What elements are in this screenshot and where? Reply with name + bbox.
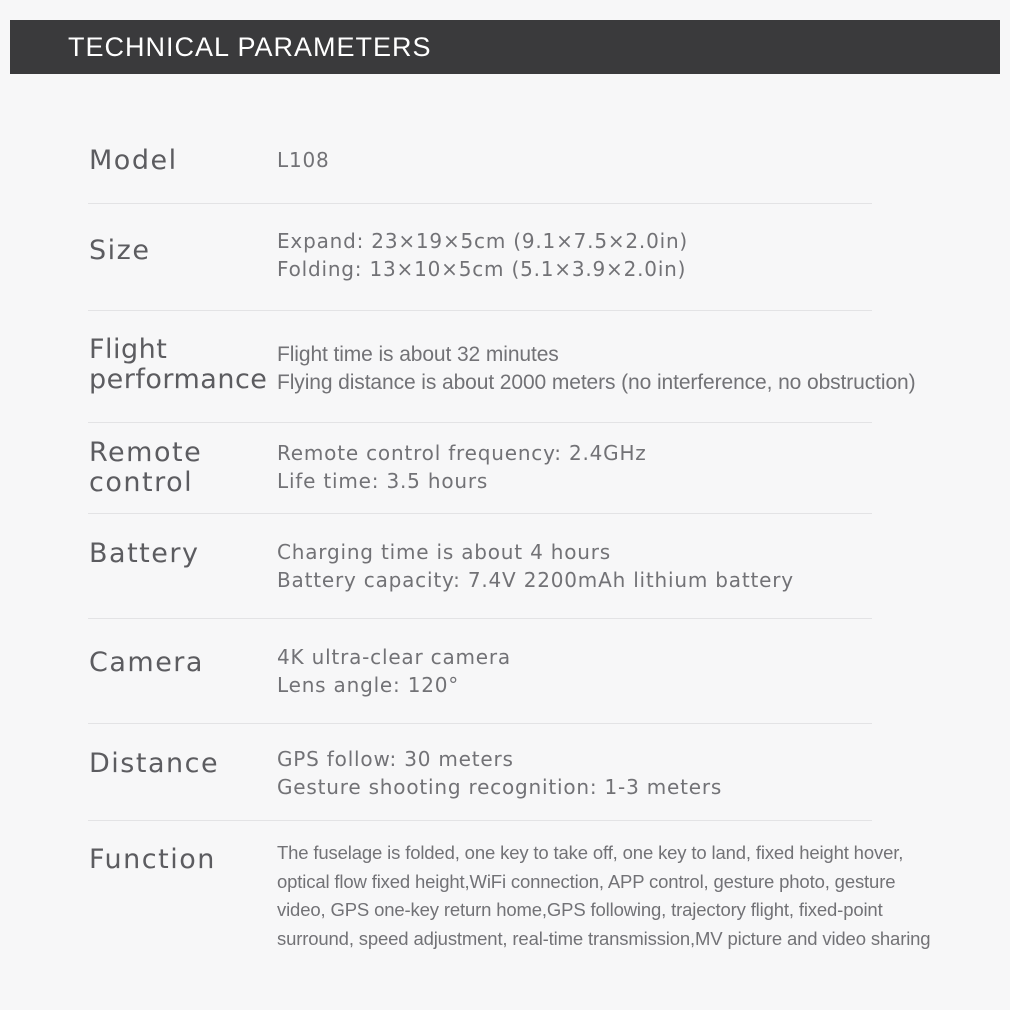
spec-values-distance [277, 745, 722, 801]
spec-values-model [277, 146, 330, 174]
spec-values-size [277, 227, 688, 283]
spec-value-function-line: The fuselage is folded, one key to take off, one key to land, fixed height hover, [277, 842, 904, 863]
spec-value-size-folding: Folding: 13×10×5cm (5.1×3.9×2.0in) [277, 257, 687, 281]
spec-label-line: Remote [89, 437, 203, 468]
divider [88, 723, 872, 724]
spec-label-distance: Distance [89, 748, 220, 779]
spec-value-flight-distance: Flying distance is about 2000 meters (no interference, no obstruction) [277, 371, 916, 394]
page-title: TECHNICAL PARAMETERS [68, 32, 432, 62]
spec-label-function: Function [89, 844, 216, 875]
divider [88, 310, 872, 311]
spec-values-remote-control [277, 439, 647, 495]
spec-value-flight-time: Flight time is about 32 minutes [277, 343, 559, 366]
spec-label-size: Size [89, 235, 151, 266]
spec-value-remote-frequency: Remote control frequency: 2.4GHz [277, 441, 647, 465]
spec-label-remote-control [89, 438, 202, 498]
spec-value-charging-time: Charging time is about 4 hours [277, 540, 611, 564]
spec-label-battery: Battery [89, 538, 200, 569]
divider [88, 513, 872, 514]
spec-label-line: Flight [89, 334, 168, 365]
spec-label-model: Model [89, 145, 178, 176]
spec-value-function-line: video, GPS one-key return home,GPS following, trajectory flight, fixed-point [277, 899, 883, 920]
spec-label-camera: Camera [89, 647, 204, 678]
divider [88, 618, 872, 619]
spec-value-remote-life: Life time: 3.5 hours [277, 469, 489, 493]
divider [88, 422, 872, 423]
spec-values-camera [277, 643, 511, 699]
spec-label-line: performance [89, 364, 268, 395]
spec-label-flight-performance [89, 335, 267, 395]
divider [88, 820, 872, 821]
spec-value-model: L108 [277, 148, 330, 172]
spec-label-line: control [89, 467, 194, 498]
spec-value-function-line: optical flow fixed height,WiFi connection, APP control, gesture photo, gesture [277, 870, 896, 892]
spec-value-function-line: surround, speed adjustment, real-time transmission,MV picture and video sharing [277, 927, 931, 949]
spec-values-function [277, 839, 930, 953]
spec-values-battery [277, 538, 794, 594]
spec-values-flight-performance [277, 341, 916, 397]
spec-value-gesture-recognition: Gesture shooting recognition: 1-3 meters [277, 775, 723, 799]
spec-value-camera-type: 4K ultra-clear camera [277, 645, 511, 669]
spec-value-battery-capacity: Battery capacity: 7.4V 2200mAh lithium battery [277, 568, 794, 592]
spec-value-gps-follow: GPS follow: 30 meters [277, 747, 514, 771]
divider [88, 203, 872, 204]
spec-value-size-expand: Expand: 23×19×5cm (9.1×7.5×2.0in) [277, 229, 689, 253]
spec-value-lens-angle: Lens angle: 120° [277, 673, 460, 697]
